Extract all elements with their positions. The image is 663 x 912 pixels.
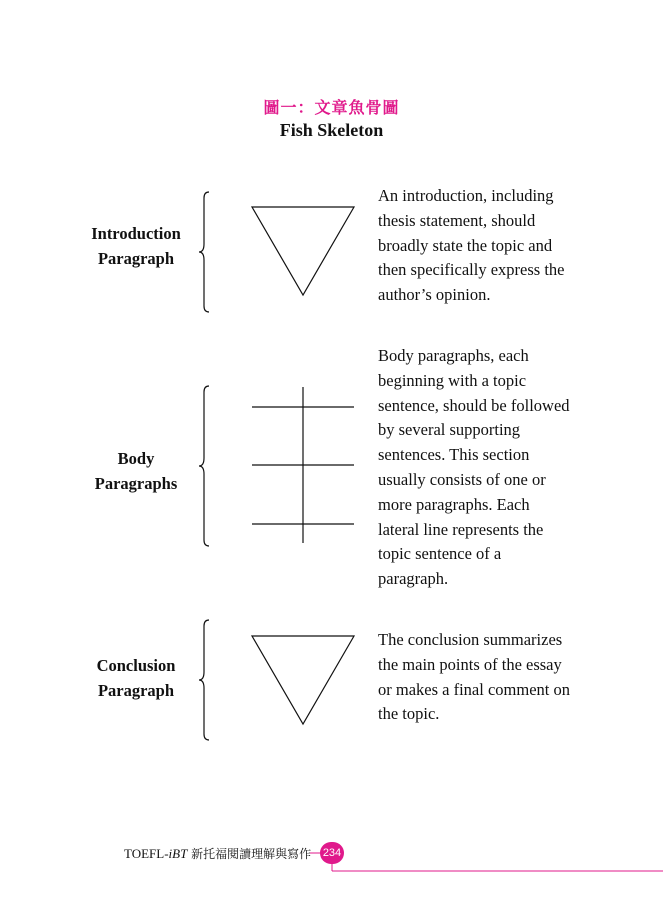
- body-description: Body paragraphs, each beginning with a topic sentence, should be followed by several supporting sentences. This section usually consists of one or more paragraphs. Each lateral line represents the topic sentence of a paragraph.: [378, 346, 570, 589]
- body-label: [80, 446, 192, 496]
- footer-ibt: iBT: [168, 846, 188, 861]
- body-label-line2: Paragraphs: [94, 474, 178, 493]
- conclusion-label: [80, 653, 192, 703]
- introduction-label-line2: Paragraph: [97, 249, 175, 268]
- body-brace: [198, 384, 214, 548]
- page-number-badge: 234: [320, 842, 344, 864]
- figure-title-english: Fish Skeleton: [279, 120, 384, 140]
- conclusion-label-line1: Conclusion: [96, 656, 176, 675]
- conclusion-label-line2: Paragraph: [97, 681, 175, 700]
- footer-title-zh: 新托福閱讀理解與寫作: [187, 847, 312, 861]
- conclusion-triangle-shape: [250, 634, 356, 726]
- introduction-brace: [198, 190, 214, 314]
- body-fishbone-shape: [250, 385, 356, 545]
- conclusion-brace: [198, 618, 214, 742]
- footer-book-title: [124, 845, 311, 862]
- introduction-label: [80, 221, 192, 271]
- footer-rule: [310, 840, 663, 874]
- figure-title-chinese: 圖一：文章魚骨圖: [263, 98, 400, 117]
- introduction-label-line1: Introduction: [91, 224, 181, 243]
- introduction-triangle-shape: [250, 205, 356, 297]
- body-label-line1: Body: [117, 449, 155, 468]
- footer-prefix: TOEFL-: [124, 846, 169, 861]
- conclusion-description: The conclusion summarizes the main points of the essay or makes a final comment on the topic.: [378, 630, 570, 724]
- introduction-description: An introduction, including thesis statement, should broadly state the topic and then specifically express the author’s opinion.: [378, 186, 565, 305]
